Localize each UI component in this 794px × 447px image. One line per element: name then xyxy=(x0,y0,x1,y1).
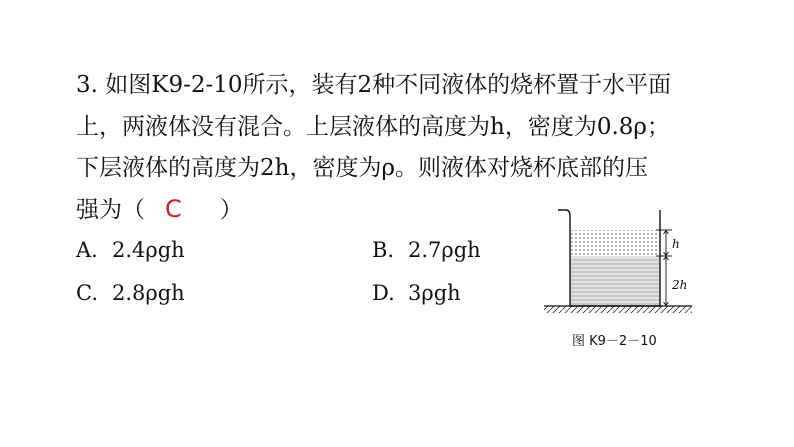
option-c xyxy=(76,279,185,307)
option-c-label: C. xyxy=(76,281,98,305)
option-a-label: A. xyxy=(76,238,98,262)
figure-caption: 图 K9－2－10 xyxy=(572,334,657,349)
option-a xyxy=(76,236,185,264)
question-line-1: 3. 如图K9-2-10所示，装有2种不同液体的烧杯置于水平面 xyxy=(76,72,672,98)
option-d-label: D. xyxy=(372,281,395,305)
option-b-text: 2.7ρgh xyxy=(408,238,481,262)
answer-letter: C xyxy=(165,195,182,223)
label-h: h xyxy=(672,237,680,251)
option-b xyxy=(372,236,481,264)
lower-liquid-layer xyxy=(570,256,660,306)
table-surface xyxy=(544,306,692,313)
question-line-2: 上，两液体没有混合。上层液体的高度为h，密度为0.8ρ； xyxy=(76,114,670,140)
question-line-4-suffix: ） xyxy=(219,197,243,223)
question-line-4 xyxy=(76,194,243,225)
label-2h: 2h xyxy=(672,278,688,292)
question-line-3: 下层液体的高度为2h，密度为ρ。则液体对烧杯底部的压 xyxy=(76,155,648,181)
question-line-4-prefix: 强为（ xyxy=(76,197,145,223)
option-a-text: 2.4ρgh xyxy=(112,238,185,262)
option-d-text: 3ρgh xyxy=(408,281,461,305)
upper-liquid-layer xyxy=(570,230,660,256)
option-b-label: B. xyxy=(372,238,395,262)
option-c-text: 2.8ρgh xyxy=(112,281,185,305)
option-d xyxy=(372,279,461,307)
